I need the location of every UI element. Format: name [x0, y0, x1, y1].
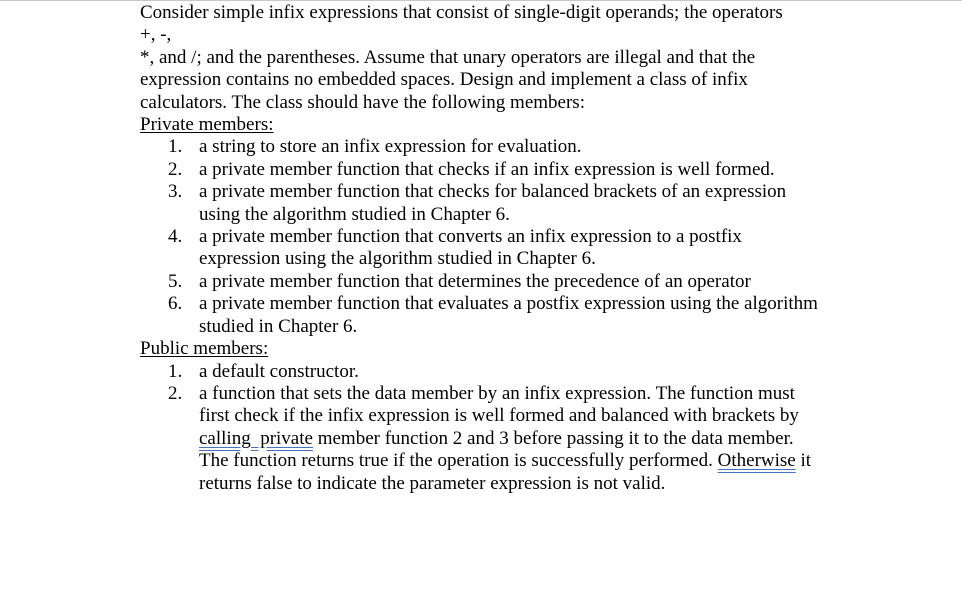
- list-item: [140, 293, 899, 338]
- list-item-text: expression using the algorithm studied in Chapter 6.: [199, 248, 596, 270]
- list-item-text: a private member function that converts an infix expression to a postfix: [199, 226, 742, 248]
- list-number: 2.: [168, 158, 183, 180]
- list-item-text: first check if the infix expression is well formed and balanced with brackets by: [199, 405, 799, 427]
- list-item-text: returns false to indicate the parameter expression is not valid.: [199, 472, 666, 494]
- intro-line: expression contains no embedded spaces. Design and implement a class of infix: [140, 69, 748, 91]
- intro-line: calculators. The class should have the following members:: [140, 91, 585, 113]
- list-item-text: The function returns true if the operation is successfully performed.: [199, 450, 718, 472]
- list-item-text: using the algorithm studied in Chapter 6.: [199, 203, 510, 225]
- list-item: [140, 181, 899, 226]
- page-top-border: [0, 0, 962, 1]
- grammar-flagged-text[interactable]: Otherwise: [717, 450, 796, 472]
- list-number: 1.: [168, 136, 183, 158]
- list-item-text: a function that sets the data member by an infix expression. The function must: [199, 382, 795, 404]
- list-number: 5.: [168, 270, 183, 292]
- list-number: 1.: [168, 360, 183, 382]
- intro-line: *, and /; and the parentheses. Assume that unary operators are illegal and that the: [140, 46, 756, 68]
- list-item-text: studied in Chapter 6.: [199, 315, 358, 337]
- list-item: [140, 271, 899, 293]
- private-members-list: [140, 136, 840, 338]
- list-item: [140, 136, 899, 158]
- intro-paragraph: [140, 2, 800, 114]
- list-number: 3.: [168, 181, 183, 203]
- list-number: 2.: [168, 382, 183, 404]
- list-item-text: member function 2 and 3 before passing it to the data member.: [312, 427, 794, 449]
- list-item-text: a private member function that evaluates a postfix expression using the algorithm: [199, 293, 818, 315]
- list-number: 4.: [168, 226, 183, 248]
- list-item: [140, 383, 889, 495]
- list-item-text: a private member function that checks for balanced brackets of an expression: [199, 181, 787, 203]
- list-number: 6.: [168, 293, 183, 315]
- list-item-text: a private member function that determines the precedence of an operator: [199, 270, 751, 292]
- public-members-heading: Public members:: [140, 338, 269, 360]
- list-item: [140, 159, 899, 181]
- intro-line: Consider simple infix expressions that consist of single-digit operands; the operators +, -,: [140, 2, 783, 46]
- document-body[interactable]: [140, 2, 840, 495]
- public-members-list: [140, 361, 840, 495]
- list-item-text: it: [795, 450, 812, 472]
- private-members-heading: Private members:: [140, 114, 274, 136]
- list-item-text: a string to store an infix expression for evaluation.: [199, 136, 582, 158]
- grammar-flagged-text[interactable]: calling private: [199, 427, 313, 449]
- list-item: [140, 226, 899, 271]
- list-item: [140, 361, 889, 383]
- list-item-text: a default constructor.: [199, 360, 359, 382]
- list-item-text: a private member function that checks if an infix expression is well formed.: [199, 158, 775, 180]
